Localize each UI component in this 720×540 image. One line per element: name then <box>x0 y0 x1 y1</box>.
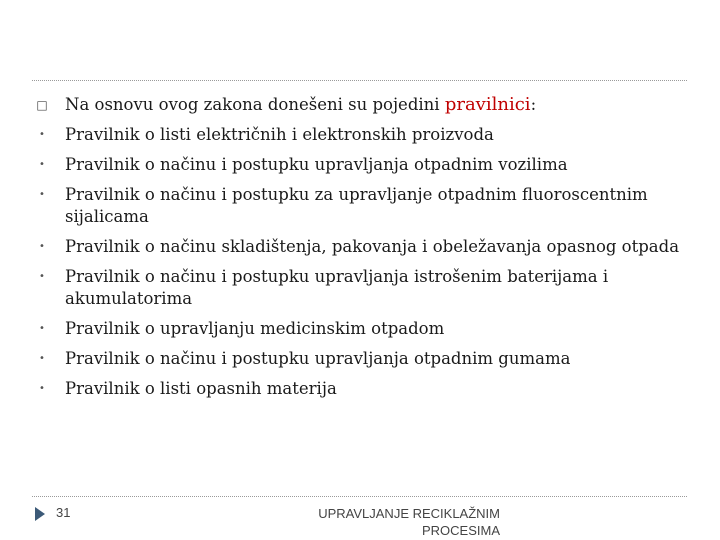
footer-title: UPRAVLJANJE RECIKLAŽNIM PROCESIMA <box>318 506 500 538</box>
intro-accent: pravilnici <box>444 94 531 115</box>
bullet-dot-icon: • <box>39 189 45 200</box>
intro-colon: : <box>530 95 537 114</box>
list-item <box>32 266 692 310</box>
bullet-text: Pravilnik o načinu i postupku upravljanja istrošenim baterijama i akumulatorima <box>65 267 609 308</box>
intro-line <box>32 94 692 116</box>
slide-content <box>32 94 692 408</box>
list-item <box>32 124 692 146</box>
list-item <box>32 236 692 258</box>
square-bullet-icon: □ <box>36 98 48 112</box>
bullet-text: Pravilnik o načinu i postupku upravljanja otpadnim gumama <box>65 349 571 368</box>
list-item <box>32 378 692 400</box>
page-number: 31 <box>56 505 71 520</box>
bullet-text: Pravilnik o listi opasnih materija <box>65 379 337 398</box>
bullet-text: Pravilnik o načinu i postupku upravljanja otpadnim vozilima <box>65 155 568 174</box>
bullet-dot-icon: • <box>39 383 45 394</box>
bullet-dot-icon: • <box>39 353 45 364</box>
bottom-divider <box>32 496 687 497</box>
list-item <box>32 348 692 370</box>
bullet-dot-icon: • <box>39 241 45 252</box>
bullet-text: Pravilnik o načinu i postupku za upravljanje otpadnim fluoroscentnim sijalicama <box>65 185 648 226</box>
bullet-text: Pravilnik o načinu skladištenja, pakovanja i obeležavanja opasnog otpada <box>65 237 680 256</box>
bullet-text: Pravilnik o upravljanju medicinskim otpadom <box>65 319 445 338</box>
bullet-text: Pravilnik o listi električnih i elektronskih proizvoda <box>65 125 494 144</box>
top-divider <box>32 80 687 81</box>
intro-text: Na osnovu ovog zakona donešeni su pojedini <box>65 95 445 114</box>
bullet-dot-icon: • <box>39 271 45 282</box>
bullet-dot-icon: • <box>39 129 45 140</box>
bullet-dot-icon: • <box>39 323 45 334</box>
list-item <box>32 184 692 228</box>
bullet-dot-icon: • <box>39 159 45 170</box>
list-item <box>32 154 692 176</box>
play-arrow-icon <box>35 507 45 521</box>
list-item <box>32 318 692 340</box>
